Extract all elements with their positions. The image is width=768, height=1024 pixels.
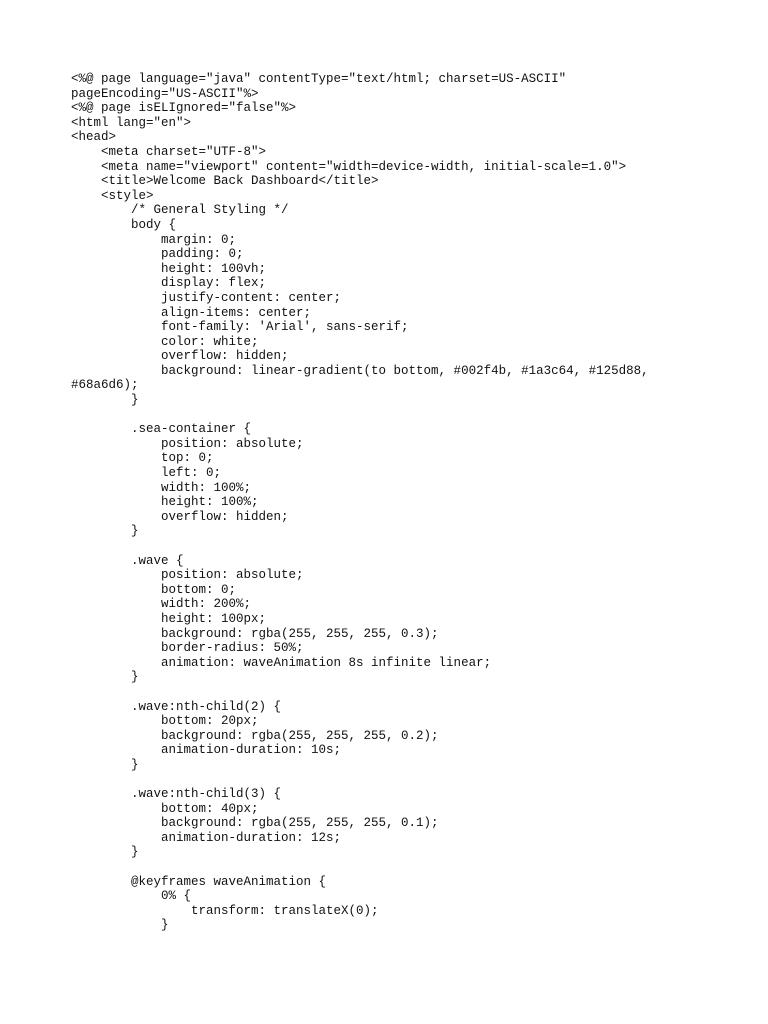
code-line: overflow: hidden; bbox=[71, 349, 289, 364]
code-line bbox=[71, 773, 731, 788]
code-line: <meta name="viewport" content="width=device-width, initial-scale=1.0"> bbox=[71, 159, 627, 174]
code-line: } bbox=[71, 845, 139, 860]
code-line: <html lang="en"> bbox=[71, 115, 192, 130]
code-line: overflow: hidden; bbox=[71, 509, 289, 524]
code-line: } bbox=[71, 393, 139, 408]
code-line: @keyframes waveAnimation { bbox=[71, 874, 327, 889]
code-line: padding: 0; bbox=[71, 247, 244, 262]
code-line: background: rgba(255, 255, 255, 0.2); bbox=[71, 728, 439, 743]
code-line: background: rgba(255, 255, 255, 0.1); bbox=[71, 816, 439, 831]
code-line: /* General Styling */ bbox=[71, 203, 289, 218]
code-line: background: rgba(255, 255, 255, 0.3); bbox=[71, 626, 439, 641]
code-line: <title>Welcome Back Dashboard</title> bbox=[71, 174, 379, 189]
code-line: top: 0; bbox=[71, 451, 214, 466]
code-line: <%@ page isELIgnored="false"%> bbox=[71, 101, 297, 116]
code-line: animation: waveAnimation 8s infinite linear; bbox=[71, 655, 492, 670]
code-line: position: absolute; bbox=[71, 436, 304, 451]
code-line: } bbox=[71, 757, 139, 772]
code-line: height: 100%; bbox=[71, 495, 259, 510]
code-line: } bbox=[71, 670, 139, 685]
code-line: <style> bbox=[71, 188, 154, 203]
code-line: transform: translateX(0); bbox=[71, 903, 379, 918]
code-line: <%@ page language="java" contentType="text/html; charset=US-ASCII" bbox=[71, 72, 567, 86]
code-line: .wave { bbox=[71, 553, 184, 568]
code-line: align-items: center; bbox=[71, 305, 312, 320]
code-line: } bbox=[71, 918, 169, 933]
code-line: animation-duration: 12s; bbox=[71, 830, 342, 845]
code-line bbox=[71, 539, 731, 554]
code-line: width: 200%; bbox=[71, 597, 252, 612]
code-line: margin: 0; bbox=[71, 232, 237, 247]
code-line: .sea-container { bbox=[71, 422, 252, 437]
code-line: height: 100px; bbox=[71, 611, 267, 626]
code-line: pageEncoding="US-ASCII"%> bbox=[71, 86, 259, 101]
code-line: height: 100vh; bbox=[71, 261, 267, 276]
code-line: color: white; bbox=[71, 334, 259, 349]
code-line bbox=[71, 685, 731, 700]
code-line: width: 100%; bbox=[71, 480, 252, 495]
code-line: animation-duration: 10s; bbox=[71, 743, 342, 758]
code-line: position: absolute; bbox=[71, 568, 304, 583]
code-line: justify-content: center; bbox=[71, 290, 342, 305]
code-line: .wave:nth-child(3) { bbox=[71, 787, 282, 802]
code-line: <head> bbox=[71, 130, 117, 145]
code-line: display: flex; bbox=[71, 276, 267, 291]
code-line: <meta charset="UTF-8"> bbox=[71, 144, 267, 159]
code-listing bbox=[71, 72, 731, 933]
code-line: bottom: 0; bbox=[71, 582, 237, 597]
code-line bbox=[71, 860, 731, 875]
code-line bbox=[71, 408, 731, 423]
code-line: border-radius: 50%; bbox=[71, 641, 304, 656]
code-line: #68a6d6); bbox=[71, 378, 139, 393]
code-line: left: 0; bbox=[71, 466, 222, 481]
code-line: font-family: 'Arial', sans-serif; bbox=[71, 320, 409, 335]
code-line: .wave:nth-child(2) { bbox=[71, 699, 282, 714]
code-line: background: linear-gradient(to bottom, #002f4b, #1a3c64, #125d88, bbox=[71, 363, 649, 378]
code-line: bottom: 40px; bbox=[71, 801, 259, 816]
code-line: bottom: 20px; bbox=[71, 714, 259, 729]
code-line: } bbox=[71, 524, 139, 539]
code-line: 0% { bbox=[71, 889, 192, 904]
code-line: body { bbox=[71, 217, 177, 232]
